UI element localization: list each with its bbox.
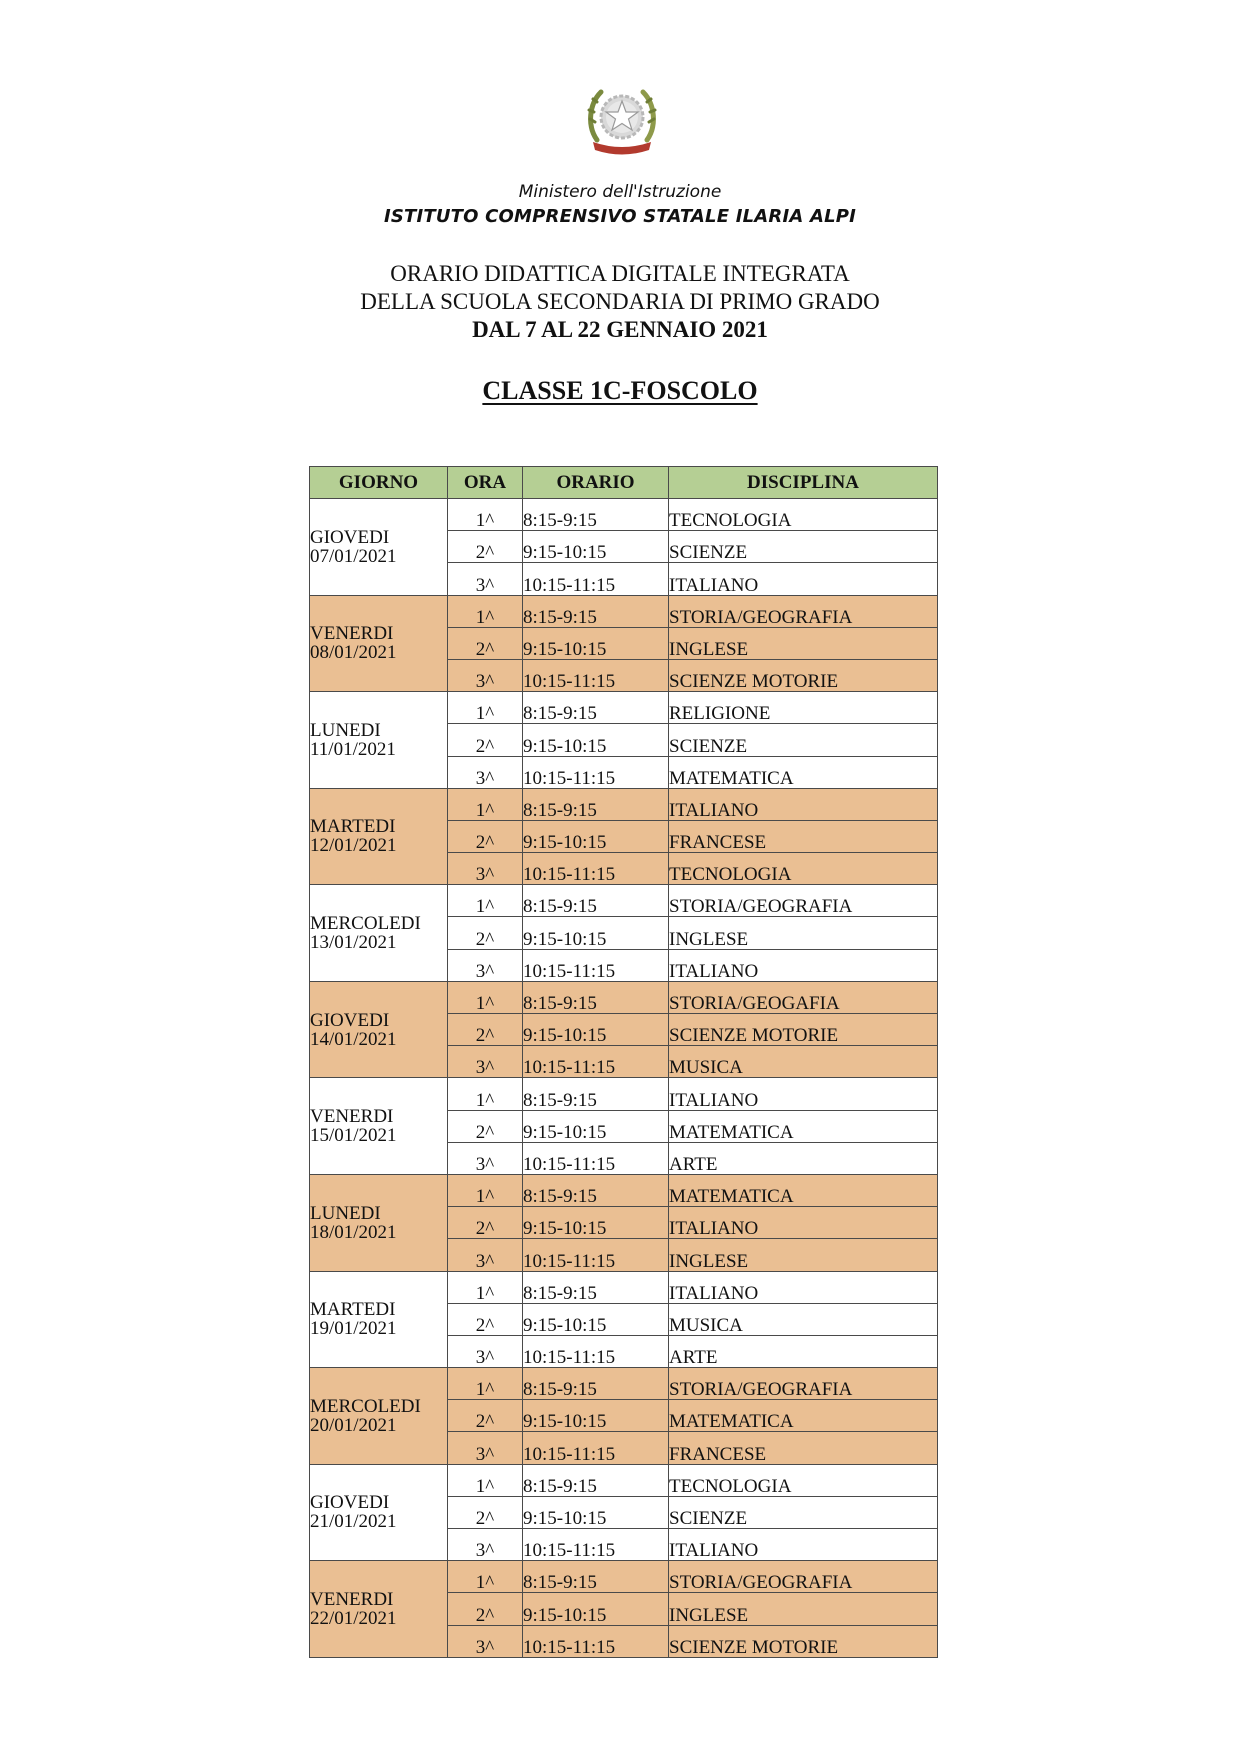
day-name: MERCOLEDI [310, 1395, 421, 1417]
document-title-line-2: DELLA SCUOLA SECONDARIA DI PRIMO GRADO [360, 289, 880, 314]
day-date: 13/01/2021 [310, 932, 397, 954]
period-cell: 2^ [448, 917, 523, 949]
time-slot-cell: 8:15-9:15 [523, 1078, 669, 1110]
subject-cell: ITALIANO [669, 1207, 938, 1239]
subject-cell: RELIGIONE [669, 692, 938, 724]
time-slot-cell: 9:15-10:15 [523, 1014, 669, 1046]
time-slot-cell: 10:15-11:15 [523, 1335, 669, 1367]
subject-cell: STORIA/GEOGRAFIA [669, 1368, 938, 1400]
subject-cell: FRANCESE [669, 1432, 938, 1464]
time-slot-cell: 9:15-10:15 [523, 1110, 669, 1142]
time-slot-cell: 10:15-11:15 [523, 1625, 669, 1657]
subject-cell: TECNOLOGIA [669, 853, 938, 885]
table-row [310, 981, 938, 1013]
time-slot-cell: 8:15-9:15 [523, 1271, 669, 1303]
day-date: 12/01/2021 [310, 835, 397, 857]
subject-cell: ITALIANO [669, 1271, 938, 1303]
subject-cell: MATEMATICA [669, 1400, 938, 1432]
period-cell: 1^ [448, 595, 523, 627]
subject-cell: ITALIANO [669, 788, 938, 820]
subject-cell: TECNOLOGIA [669, 499, 938, 531]
period-cell: 1^ [448, 499, 523, 531]
subject-cell: MATEMATICA [669, 756, 938, 788]
subject-cell: ARTE [669, 1142, 938, 1174]
period-cell: 2^ [448, 627, 523, 659]
period-cell: 1^ [448, 1271, 523, 1303]
period-cell: 1^ [448, 1078, 523, 1110]
day-name: GIOVEDI [310, 526, 390, 548]
day-name: VENERDI [310, 1106, 394, 1128]
time-slot-cell: 10:15-11:15 [523, 1046, 669, 1078]
time-slot-cell: 9:15-10:15 [523, 1496, 669, 1528]
table-row [310, 1464, 938, 1496]
ministry-name: Ministero dell'Istruzione [518, 182, 722, 202]
day-date: 15/01/2021 [310, 1125, 397, 1147]
time-slot-cell: 10:15-11:15 [523, 1142, 669, 1174]
time-slot-cell: 10:15-11:15 [523, 1529, 669, 1561]
period-cell: 1^ [448, 1464, 523, 1496]
time-slot-cell: 8:15-9:15 [523, 1368, 669, 1400]
period-cell: 3^ [448, 949, 523, 981]
time-slot-cell: 8:15-9:15 [523, 595, 669, 627]
period-cell: 1^ [448, 1174, 523, 1206]
day-date: 22/01/2021 [310, 1607, 397, 1629]
table-row [310, 1561, 938, 1593]
day-name: VENERDI [310, 623, 394, 645]
period-cell: 1^ [448, 885, 523, 917]
column-header-orario: ORARIO [523, 467, 669, 499]
time-slot-cell: 9:15-10:15 [523, 531, 669, 563]
time-slot-cell: 8:15-9:15 [523, 885, 669, 917]
time-slot-cell: 10:15-11:15 [523, 1432, 669, 1464]
time-slot-cell: 9:15-10:15 [523, 917, 669, 949]
day-name: GIOVEDI [310, 1009, 390, 1031]
time-slot-cell: 9:15-10:15 [523, 724, 669, 756]
subject-cell: SCIENZE [669, 531, 938, 563]
schedule-table [309, 466, 938, 1658]
column-header-giorno: GIORNO [310, 467, 448, 499]
time-slot-cell: 8:15-9:15 [523, 1464, 669, 1496]
day-name: LUNEDI [310, 719, 381, 741]
day-name: LUNEDI [310, 1202, 381, 1224]
subject-cell: ARTE [669, 1335, 938, 1367]
table-row [310, 595, 938, 627]
day-cell [310, 885, 448, 982]
day-name: MARTEDI [310, 816, 396, 838]
day-date: 14/01/2021 [310, 1028, 397, 1050]
time-slot-cell: 10:15-11:15 [523, 949, 669, 981]
period-cell: 2^ [448, 1207, 523, 1239]
day-cell [310, 1561, 448, 1658]
period-cell: 3^ [448, 1142, 523, 1174]
period-cell: 2^ [448, 531, 523, 563]
subject-cell: STORIA/GEOGRAFIA [669, 595, 938, 627]
document-date-range: DAL 7 AL 22 GENNAIO 2021 [472, 317, 768, 342]
day-cell [310, 595, 448, 692]
table-row [310, 499, 938, 531]
period-cell: 2^ [448, 1496, 523, 1528]
subject-cell: ITALIANO [669, 1078, 938, 1110]
time-slot-cell: 8:15-9:15 [523, 788, 669, 820]
subject-cell: FRANCESE [669, 820, 938, 852]
day-date: 08/01/2021 [310, 642, 397, 664]
period-cell: 1^ [448, 1561, 523, 1593]
time-slot-cell: 9:15-10:15 [523, 820, 669, 852]
period-cell: 3^ [448, 1046, 523, 1078]
day-date: 11/01/2021 [310, 738, 396, 760]
day-name: GIOVEDI [310, 1492, 390, 1514]
period-cell: 3^ [448, 1529, 523, 1561]
table-row [310, 1078, 938, 1110]
column-header-ora: ORA [448, 467, 523, 499]
day-cell [310, 788, 448, 885]
day-cell [310, 1271, 448, 1368]
time-slot-cell: 9:15-10:15 [523, 1207, 669, 1239]
period-cell: 2^ [448, 1303, 523, 1335]
subject-cell: SCIENZE MOTORIE [669, 1014, 938, 1046]
time-slot-cell: 8:15-9:15 [523, 1174, 669, 1206]
day-cell [310, 692, 448, 789]
subject-cell: ITALIANO [669, 563, 938, 595]
institute-name: ISTITUTO COMPRENSIVO STATALE ILARIA ALPI [383, 206, 857, 227]
time-slot-cell: 9:15-10:15 [523, 1303, 669, 1335]
subject-cell: ITALIANO [669, 1529, 938, 1561]
subject-cell: SCIENZE MOTORIE [669, 1625, 938, 1657]
period-cell: 1^ [448, 692, 523, 724]
subject-cell: MATEMATICA [669, 1174, 938, 1206]
day-cell [310, 499, 448, 596]
day-name: MARTEDI [310, 1299, 396, 1321]
period-cell: 3^ [448, 756, 523, 788]
period-cell: 3^ [448, 853, 523, 885]
day-name: MERCOLEDI [310, 913, 421, 935]
time-slot-cell: 10:15-11:15 [523, 1239, 669, 1271]
day-date: 07/01/2021 [310, 545, 397, 567]
time-slot-cell: 10:15-11:15 [523, 563, 669, 595]
subject-cell: STORIA/GEOGRAFIA [669, 1561, 938, 1593]
day-date: 19/01/2021 [310, 1318, 397, 1340]
subject-cell: TECNOLOGIA [669, 1464, 938, 1496]
time-slot-cell: 9:15-10:15 [523, 627, 669, 659]
period-cell: 1^ [448, 788, 523, 820]
time-slot-cell: 8:15-9:15 [523, 1561, 669, 1593]
subject-cell: MUSICA [669, 1046, 938, 1078]
document-title-line-1: ORARIO DIDATTICA DIGITALE INTEGRATA [390, 261, 850, 286]
time-slot-cell: 9:15-10:15 [523, 1593, 669, 1625]
period-cell: 1^ [448, 1368, 523, 1400]
day-date: 21/01/2021 [310, 1511, 397, 1533]
subject-cell: STORIA/GEOGAFIA [669, 981, 938, 1013]
day-date: 18/01/2021 [310, 1221, 397, 1243]
table-row [310, 1368, 938, 1400]
table-row [310, 1271, 938, 1303]
time-slot-cell: 8:15-9:15 [523, 499, 669, 531]
subject-cell: MUSICA [669, 1303, 938, 1335]
subject-cell: MATEMATICA [669, 1110, 938, 1142]
period-cell: 1^ [448, 981, 523, 1013]
subject-cell: INGLESE [669, 627, 938, 659]
table-header-row [310, 467, 938, 499]
time-slot-cell: 10:15-11:15 [523, 659, 669, 691]
period-cell: 3^ [448, 1625, 523, 1657]
subject-cell: STORIA/GEOGRAFIA [669, 885, 938, 917]
italian-republic-emblem-icon [583, 82, 661, 158]
day-name: VENERDI [310, 1588, 394, 1610]
subject-cell: SCIENZE MOTORIE [669, 659, 938, 691]
day-cell [310, 1174, 448, 1271]
period-cell: 2^ [448, 1014, 523, 1046]
day-cell [310, 1078, 448, 1175]
period-cell: 2^ [448, 1593, 523, 1625]
subject-cell: INGLESE [669, 917, 938, 949]
day-date: 20/01/2021 [310, 1414, 397, 1436]
subject-cell: SCIENZE [669, 1496, 938, 1528]
period-cell: 2^ [448, 820, 523, 852]
period-cell: 2^ [448, 1110, 523, 1142]
table-row [310, 692, 938, 724]
subject-cell: SCIENZE [669, 724, 938, 756]
day-cell [310, 1368, 448, 1465]
period-cell: 3^ [448, 659, 523, 691]
subject-cell: INGLESE [669, 1593, 938, 1625]
period-cell: 3^ [448, 1239, 523, 1271]
day-cell [310, 1464, 448, 1561]
period-cell: 2^ [448, 1400, 523, 1432]
time-slot-cell: 9:15-10:15 [523, 1400, 669, 1432]
subject-cell: ITALIANO [669, 949, 938, 981]
period-cell: 2^ [448, 724, 523, 756]
time-slot-cell: 10:15-11:15 [523, 853, 669, 885]
day-cell [310, 981, 448, 1078]
time-slot-cell: 10:15-11:15 [523, 756, 669, 788]
period-cell: 3^ [448, 563, 523, 595]
subject-cell: INGLESE [669, 1239, 938, 1271]
period-cell: 3^ [448, 1432, 523, 1464]
time-slot-cell: 8:15-9:15 [523, 692, 669, 724]
column-header-disciplina: DISCIPLINA [669, 467, 938, 499]
table-row [310, 885, 938, 917]
period-cell: 3^ [448, 1335, 523, 1367]
table-row [310, 788, 938, 820]
time-slot-cell: 8:15-9:15 [523, 981, 669, 1013]
class-name: CLASSE 1C-FOSCOLO [482, 376, 758, 405]
table-row [310, 1174, 938, 1206]
